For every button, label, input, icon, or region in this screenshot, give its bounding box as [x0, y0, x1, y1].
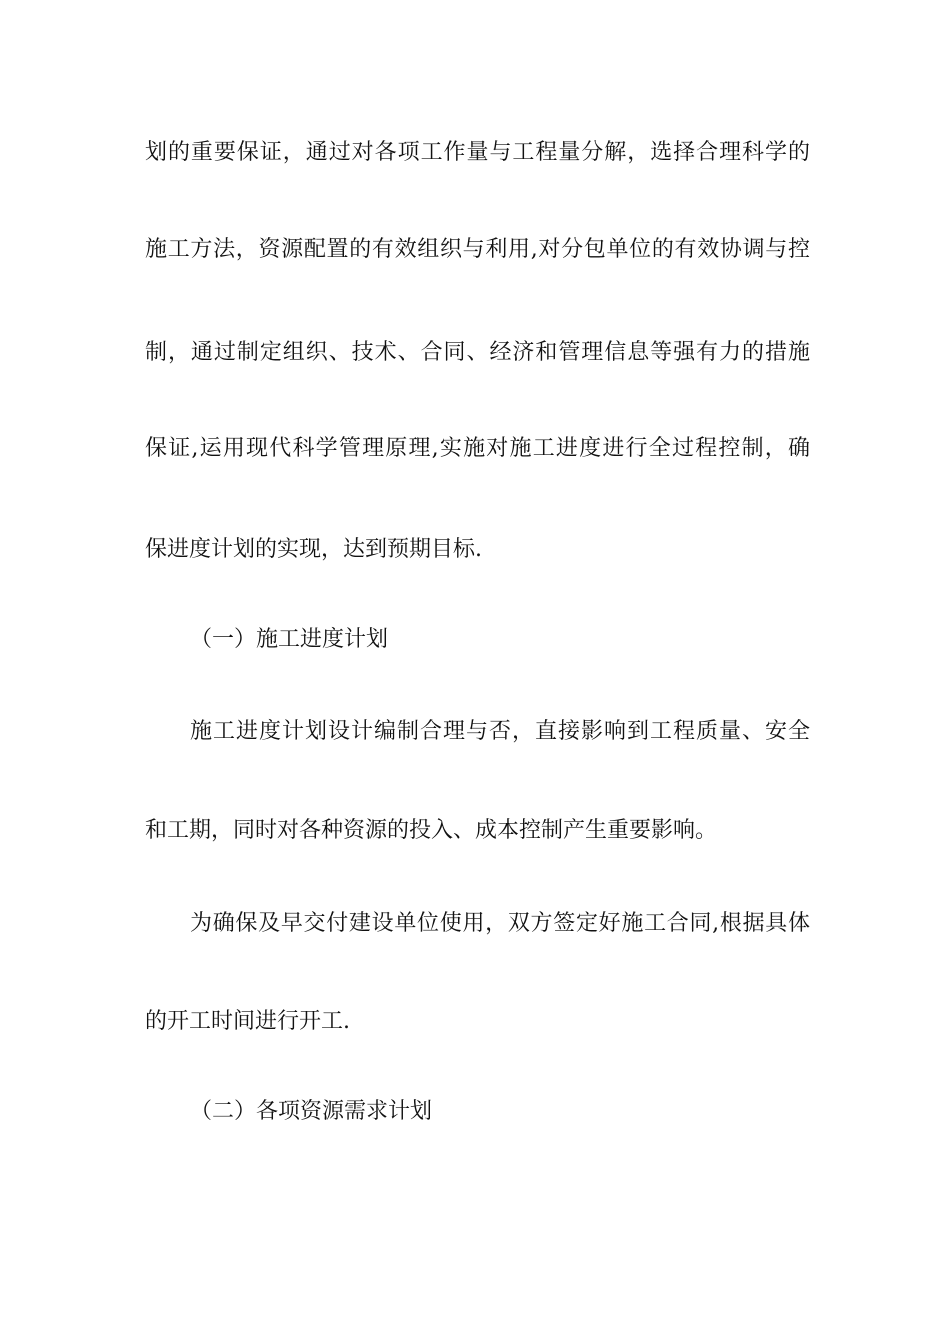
body-line: 划的重要保证，通过对各项工作量与工程量分解，选择合理科学的 [145, 140, 810, 165]
body-line: 保证,运用现代科学管理原理,实施对施工进度进行全过程控制，确 [145, 436, 810, 461]
section-heading: （一）施工进度计划 [190, 627, 389, 652]
body-line: 的开工时间进行开工. [145, 1009, 350, 1034]
section-heading: （二）各项资源需求计划 [190, 1099, 433, 1124]
body-line: 保进度计划的实现，达到预期目标. [145, 537, 482, 562]
body-line: 和工期，同时对各种资源的投入、成本控制产生重要影响。 [145, 818, 718, 843]
body-line: 制，通过制定组织、技术、合同、经济和管理信息等强有力的措施 [145, 340, 810, 365]
body-line: 为确保及早交付建设单位使用，双方签定好施工合同,根据具体 [190, 911, 810, 936]
body-line: 施工方法，资源配置的有效组织与利用,对分包单位的有效协调与控 [145, 237, 810, 262]
body-line: 施工进度计划设计编制合理与否，直接影响到工程质量、安全 [190, 719, 810, 744]
